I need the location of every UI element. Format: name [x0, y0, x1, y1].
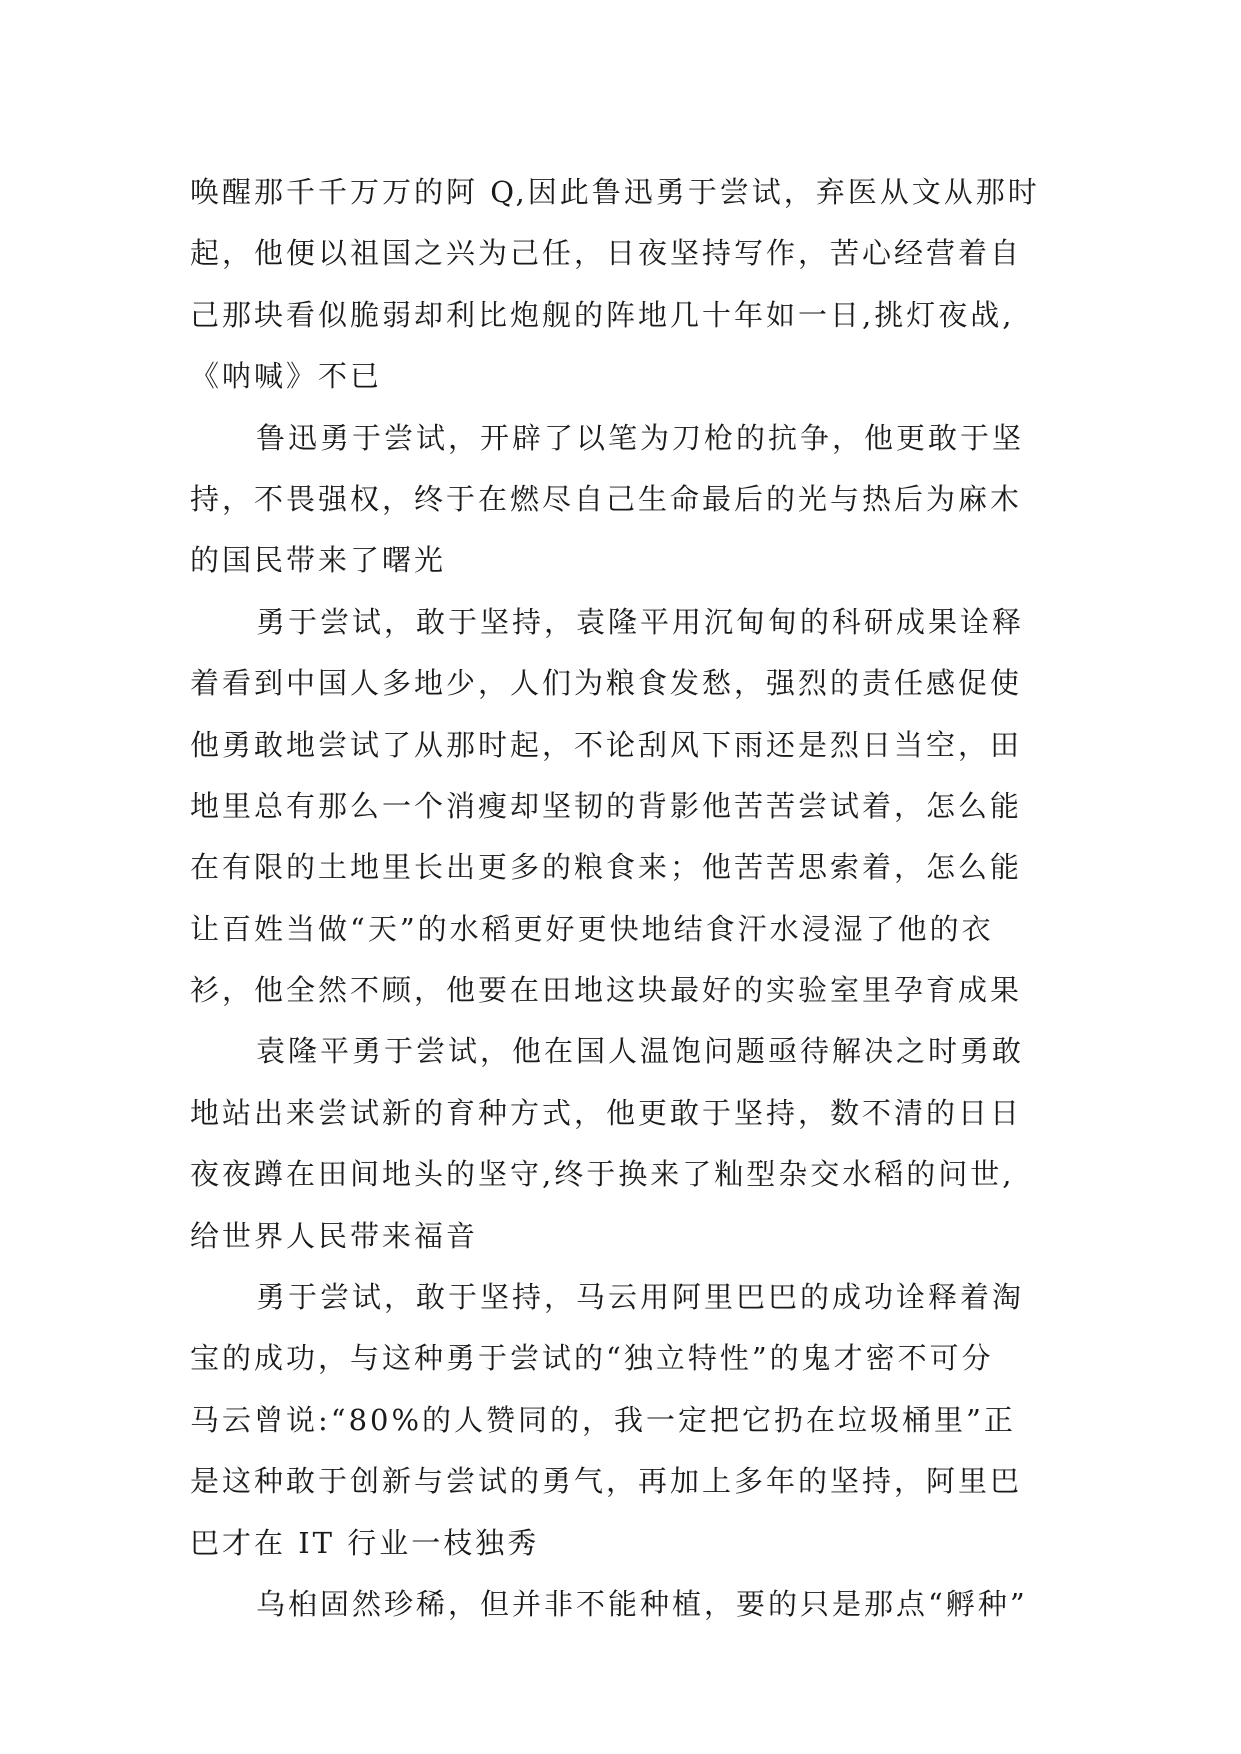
- text-line: 唤醒那千千万万的阿 Q,因此鲁迅勇于尝试，弃医从文从那时: [190, 175, 1040, 209]
- text-line: 己那块看似脆弱却利比炮舰的阵地几十年如一日,挑灯夜战,: [190, 297, 1015, 332]
- text-line: 地里总有那么一个消瘦却坚韧的背影他苦苦尝试着，怎么能: [190, 788, 1023, 823]
- text-line: 让百姓当做“天”的水稻更好更快地结食汗水浸湿了他的衣: [190, 911, 994, 946]
- text-line: 起，他便以祖国之兴为己任，日夜坚持写作，苦心经营着自: [190, 236, 1023, 271]
- text-line: 着看到中国人多地少，人们为粮食发愁，强烈的责任感促使: [190, 666, 1023, 701]
- text-line: 《呐喊》不已: [190, 359, 383, 394]
- paragraph-start-line: 勇于尝试，敢于坚持，马云用阿里巴巴的成功诠释着淘: [256, 1280, 1025, 1315]
- text-line: 持，不畏强权，终于在燃尽自己生命最后的光与热后为麻木: [190, 481, 1023, 516]
- text-line: 地站出来尝试新的育种方式，他更敢于坚持，数不清的日日: [190, 1095, 1023, 1130]
- text-line: 巴才在 IT 行业一枝独秀: [190, 1525, 540, 1560]
- text-line: 是这种敢于创新与尝试的勇气，再加上多年的坚持，阿里巴: [190, 1464, 1023, 1499]
- paragraph-start-line: 勇于尝试，敢于坚持，袁隆平用沉甸甸的科研成果诠释: [256, 604, 1025, 639]
- paragraph-start-line: 鲁迅勇于尝试，开辟了以笔为刀枪的抗争，他更敢于坚: [256, 420, 1025, 455]
- paragraph-start-line: 袁隆平勇于尝试，他在国人温饱问题亟待解决之时勇敢: [256, 1034, 1025, 1069]
- text-line: 给世界人民带来福音: [190, 1218, 479, 1253]
- text-line: 马云曾说:“80%的人赞同的，我一定把它扔在垃圾桶里”正: [190, 1402, 1016, 1437]
- text-line: 的国民带来了曙光: [190, 543, 447, 578]
- text-line: 他勇敢地尝试了从那时起，不论刮风下雨还是烈日当空，田: [190, 727, 1023, 762]
- paragraph-start-line: 乌桕固然珍稀，但并非不能种植，要的只是那点“孵种”: [256, 1586, 1028, 1621]
- text-line: 衫，他全然不顾，他要在田地这块最好的实验室里孕育成果: [190, 973, 1023, 1008]
- text-line: 夜夜蹲在田间地头的坚守,终于换来了籼型杂交水稻的问世,: [190, 1157, 1015, 1192]
- text-line: 宝的成功，与这种勇于尝试的“独立特性”的鬼才密不可分: [190, 1341, 994, 1376]
- document-body: [190, 162, 1090, 1635]
- text-line: 在有限的土地里长出更多的粮食来；他苦苦思索着，怎么能: [190, 850, 1023, 885]
